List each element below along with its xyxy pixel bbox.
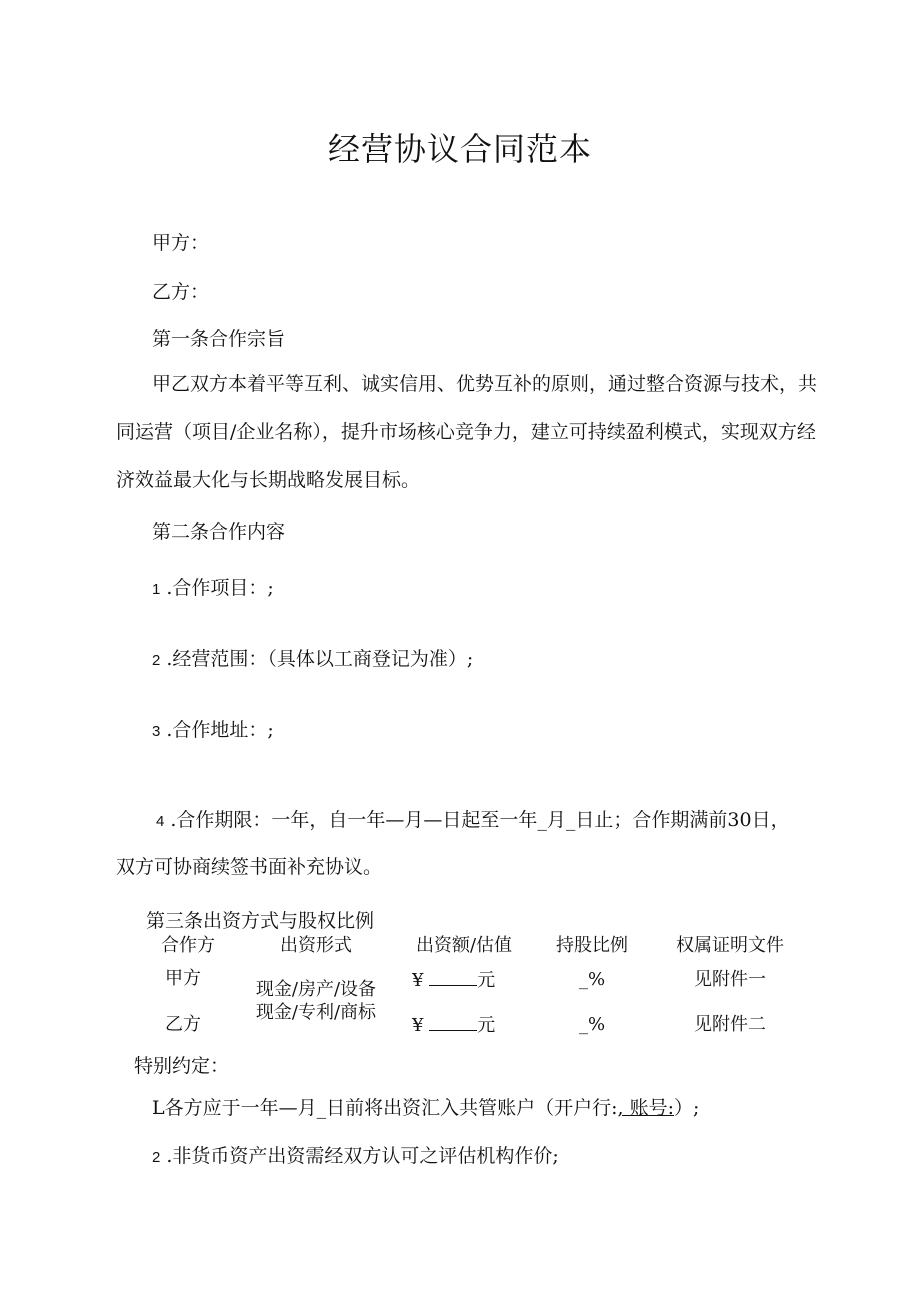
article2-item-3 [152, 718, 274, 744]
cell-form: 现金/专利/商标 [255, 1002, 377, 1023]
item-text: .非货币资产出资需经双方认可之评估机构作价; [166, 1145, 559, 1167]
col-header-form: 出资形式 [280, 935, 352, 956]
special-item-1 [152, 1096, 699, 1120]
cell-proof: 见附件一 [694, 969, 766, 990]
item-number: 3 [152, 723, 161, 740]
special-item-2 [152, 1144, 559, 1170]
currency-symbol: ¥ [412, 970, 424, 991]
amount-unit: 元 [477, 1015, 496, 1036]
item-text: .合作项目：; [166, 577, 274, 599]
cell-party: 乙方 [165, 1014, 201, 1035]
party-b-label: 乙方： [152, 281, 210, 303]
item-number: 2 [152, 1149, 161, 1166]
special-heading: 特别约定： [134, 1055, 230, 1077]
article2-item-1 [152, 576, 274, 602]
col-header-party: 合作方 [161, 935, 215, 956]
item-number: 1 [152, 581, 161, 598]
cell-share: _% [578, 1014, 606, 1035]
currency-symbol: ¥ [412, 1015, 424, 1036]
cell-amount [412, 1014, 495, 1037]
article2-item-2 [152, 647, 473, 673]
party-a-label: 甲方： [152, 232, 210, 254]
amount-blank [429, 969, 477, 986]
article2-item-4-cont: 双方可协商续签书面补充协议。 [116, 856, 383, 878]
item-number: 4 [156, 813, 165, 830]
cell-proof: 见附件二 [694, 1014, 766, 1035]
article1-heading: 第一条合作宗旨 [152, 328, 286, 350]
article1-body: 甲乙双方本着平等互利、诚实信用、优势互补的原则，通过整合资源与技术，共同运营（项目/企业名称），提升市场核心竞争力，建立可持续盈利模式，实现双方经济效益最大化与长期战略发展目标。 [116, 373, 818, 491]
article2-item-4 [156, 808, 790, 834]
item-text: .合作期限：一年，自一年—月—日起至一年_月_日止；合作期满前30日， [170, 809, 790, 831]
cell-share: _% [578, 969, 606, 990]
amount-unit: 元 [477, 970, 496, 991]
document-title: 经营协议合同范本 [327, 130, 592, 168]
cell-amount [412, 969, 495, 992]
article3-heading: 第三条出资方式与股权比例 [146, 910, 375, 932]
cell-party: 甲方 [165, 968, 201, 989]
special-item-1-prefix: L各方应于一年—月_日前将出资汇入共管账户（开户行: [152, 1097, 618, 1119]
item-text: .经营范围：（具体以工商登记为准）; [166, 648, 474, 670]
col-header-proof: 权属证明文件 [676, 935, 784, 956]
amount-blank [429, 1014, 477, 1031]
item-text: .合作地址：; [166, 719, 274, 741]
item-number: 2 [152, 652, 161, 669]
article2-heading: 第二条合作内容 [152, 521, 286, 543]
cell-form: 现金/房产/设备 [255, 979, 377, 1000]
special-item-1-suffix: ）; [674, 1097, 700, 1119]
special-item-1-account: , 账号: [617, 1097, 675, 1119]
col-header-amount: 出资额/估值 [415, 935, 513, 956]
col-header-share: 持股比例 [556, 935, 628, 956]
